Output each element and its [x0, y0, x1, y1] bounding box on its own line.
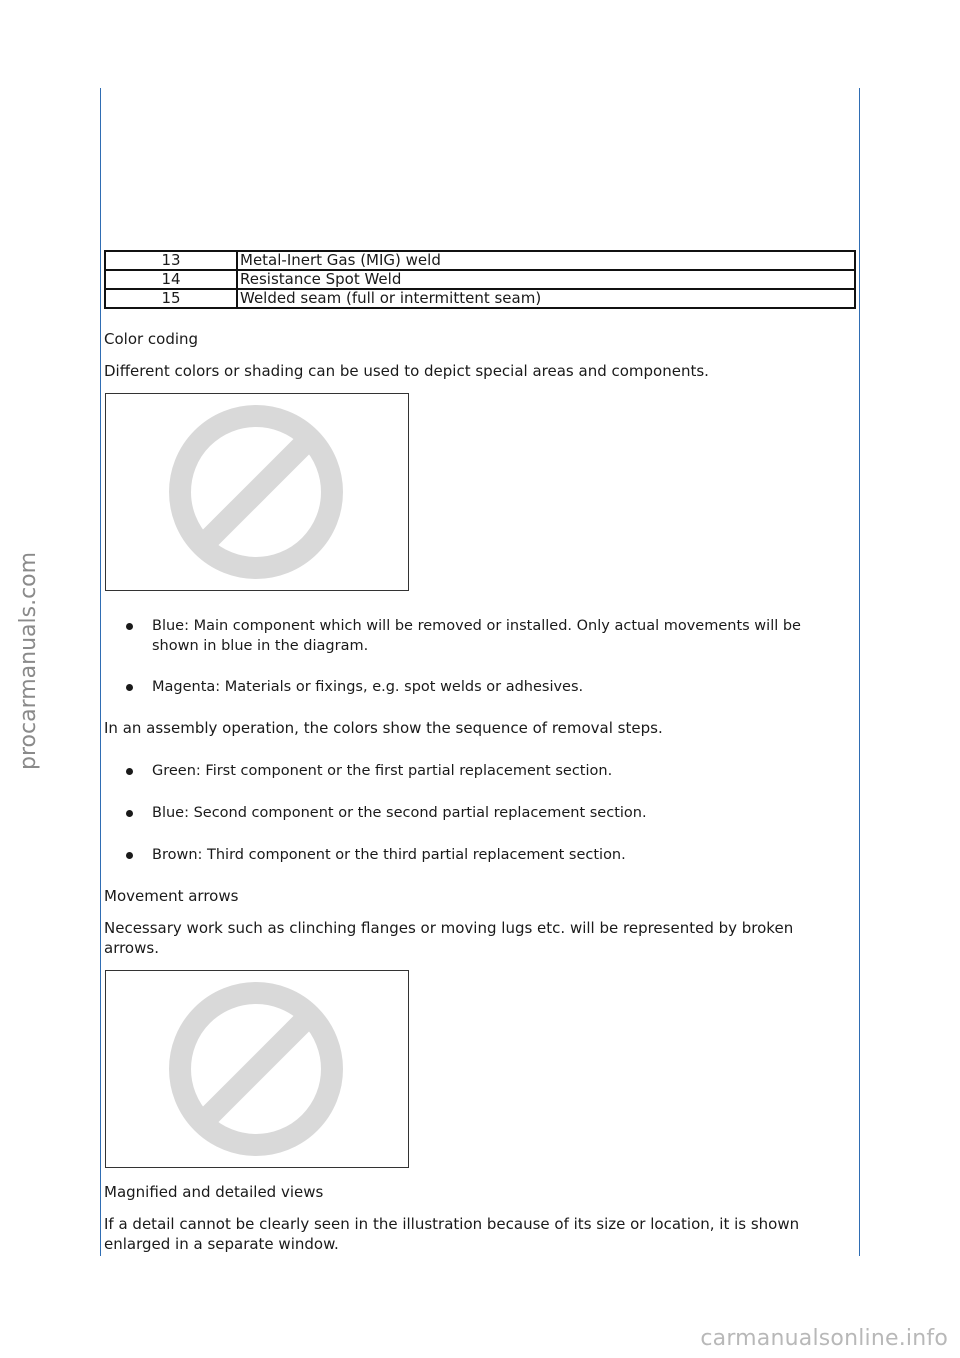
right-margin-rule — [859, 88, 860, 1256]
magnified-views-heading: Magnified and detailed views — [104, 1183, 324, 1201]
legend-number: 14 — [105, 270, 237, 289]
legend-description: Resistance Spot Weld — [237, 270, 855, 289]
color-coding-heading: Color coding — [104, 330, 199, 348]
table-row — [105, 251, 855, 270]
movement-arrows-figure — [105, 970, 409, 1168]
table-row — [105, 289, 855, 308]
bullet-dot-icon — [126, 684, 133, 691]
list-item: Blue: Second component or the second partial replacement section. — [126, 803, 852, 823]
color-coding-figure — [105, 393, 409, 591]
movement-arrows-text: Necessary work such as clinching flanges or moving lugs etc. will be represented by broken arrows. — [104, 919, 794, 957]
side-watermark: procarmanuals.com — [16, 551, 41, 770]
list-item: Green: First component or the first partial replacement section. — [126, 761, 852, 781]
bullet-dot-icon — [126, 852, 133, 859]
prohibited-icon — [106, 394, 408, 590]
weld-legend-table — [104, 250, 856, 309]
color-coding-intro: Different colors or shading can be used to depict special areas and components. — [104, 362, 709, 380]
bullet-dot-icon — [126, 623, 133, 630]
legend-description: Metal-Inert Gas (MIG) weld — [237, 251, 855, 270]
list-item: Brown: Third component or the third partial replacement section. — [126, 845, 852, 865]
magnified-views-text: If a detail cannot be clearly seen in the illustration because of its size or location, it is shown enlarged in a separate window. — [104, 1215, 800, 1253]
list-item: Blue: Main component which will be removed or installed. Only actual movements will be shown in blue in the diagram. — [126, 616, 852, 656]
bottom-watermark: carmanualsonline.info — [700, 1326, 948, 1351]
prohibited-icon — [106, 971, 408, 1167]
bullet-dot-icon — [126, 810, 133, 817]
bullet-dot-icon — [126, 768, 133, 775]
assembly-text: In an assembly operation, the colors show the sequence of removal steps. — [104, 719, 663, 737]
movement-arrows-heading: Movement arrows — [104, 887, 239, 905]
legend-description: Welded seam (full or intermittent seam) — [237, 289, 855, 308]
legend-number: 13 — [105, 251, 237, 270]
left-margin-rule — [100, 88, 101, 1256]
table-row — [105, 270, 855, 289]
list-item: Magenta: Materials or fixings, e.g. spot welds or adhesives. — [126, 677, 852, 697]
legend-number: 15 — [105, 289, 237, 308]
